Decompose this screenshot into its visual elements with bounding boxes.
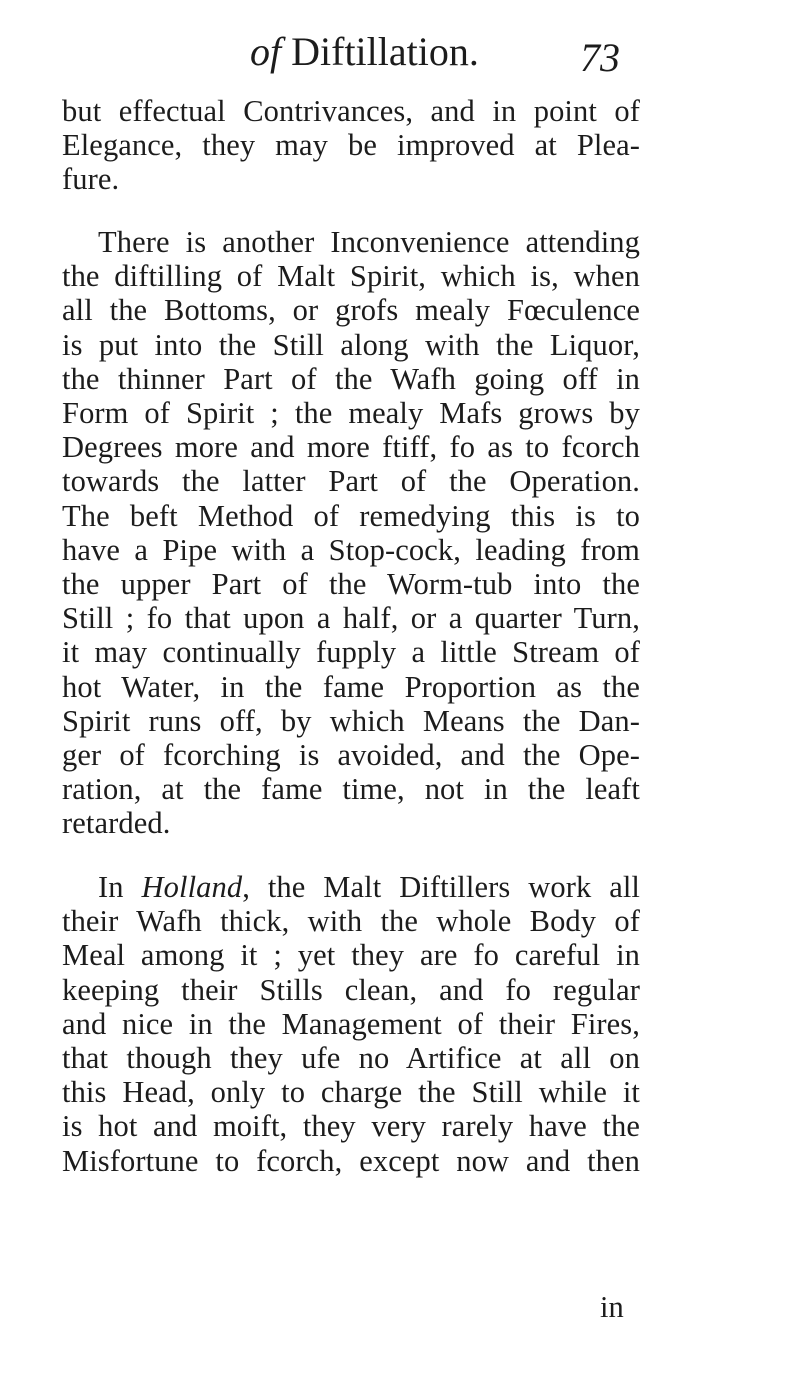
text-line: is hot and moift, they very rarely have the: [62, 1109, 640, 1144]
text-line: is put into the Still along with the Liquor,: [62, 327, 640, 362]
text-line: Misfortune to fcorch, except now and then: [62, 1143, 640, 1178]
text-line: their Wafh thick, with the whole Body of: [62, 904, 640, 939]
text-line: retarded.: [62, 806, 171, 841]
text-line: Degrees more and more ftiff, fo as to fcorch: [62, 430, 640, 465]
text-line: and nice in the Management of their Fires,: [62, 1006, 640, 1041]
text-line: all the Bottoms, or grofs mealy Fœculence: [62, 293, 640, 328]
text-line: it may continually fupply a little Stream of: [62, 635, 640, 670]
text-line: hot Water, in the fame Proportion as the: [62, 669, 640, 704]
text-line: ger of fcorching is avoided, and the Ope-: [62, 738, 640, 773]
text-line: The beft Method of remedying this is to: [62, 498, 640, 533]
text-line: fure.: [62, 162, 120, 197]
text-line: that though they ufe no Artifice at all on: [62, 1041, 640, 1076]
running-head-of: of: [250, 29, 282, 74]
text-line: Still ; fo that upon a half, or a quarter Turn,: [62, 601, 640, 636]
text-line: this Head, only to charge the Still while it: [62, 1075, 640, 1110]
text-fragment: , the Malt Diftillers work all: [242, 870, 640, 904]
text-line: ration, at the fame time, not in the leaft: [62, 772, 640, 807]
place-name-holland: Holland: [141, 870, 243, 904]
text-line: towards the latter Part of the Operation.: [62, 464, 640, 499]
paragraph-3: [62, 870, 640, 1178]
text-line: the upper Part of the Worm-tub into the: [62, 567, 640, 602]
text-line: have a Pipe with a Stop-cock, leading from: [62, 532, 640, 567]
text-line: There is another Inconvenience attending: [98, 225, 640, 259]
catchword: in: [600, 1290, 624, 1324]
text-fragment: In: [98, 870, 142, 904]
text-line: Spirit runs off, by which Means the Dan-: [62, 703, 640, 738]
paragraph-1: [62, 94, 640, 197]
text-line: keeping their Stills clean, and fo regular: [62, 972, 640, 1007]
page-number: 73: [580, 35, 620, 80]
paragraph-2: [62, 225, 640, 841]
text-line: Meal among it ; yet they are fo careful in: [62, 938, 640, 973]
running-head-title-text: Diftillation.: [291, 29, 479, 74]
text-line: Form of Spirit ; the mealy Mafs grows by: [62, 396, 640, 431]
text-line: the diftilling of Malt Spirit, which is, when: [62, 259, 640, 294]
text-line: [62, 870, 640, 904]
text-line: but effectual Contrivances, and in point of: [62, 94, 640, 128]
running-head: [0, 24, 800, 84]
text-line: Elegance, they may be improved at Plea-: [62, 128, 640, 163]
text-line: the thinner Part of the Wafh going off in: [62, 361, 640, 396]
running-head-title: [250, 24, 479, 80]
